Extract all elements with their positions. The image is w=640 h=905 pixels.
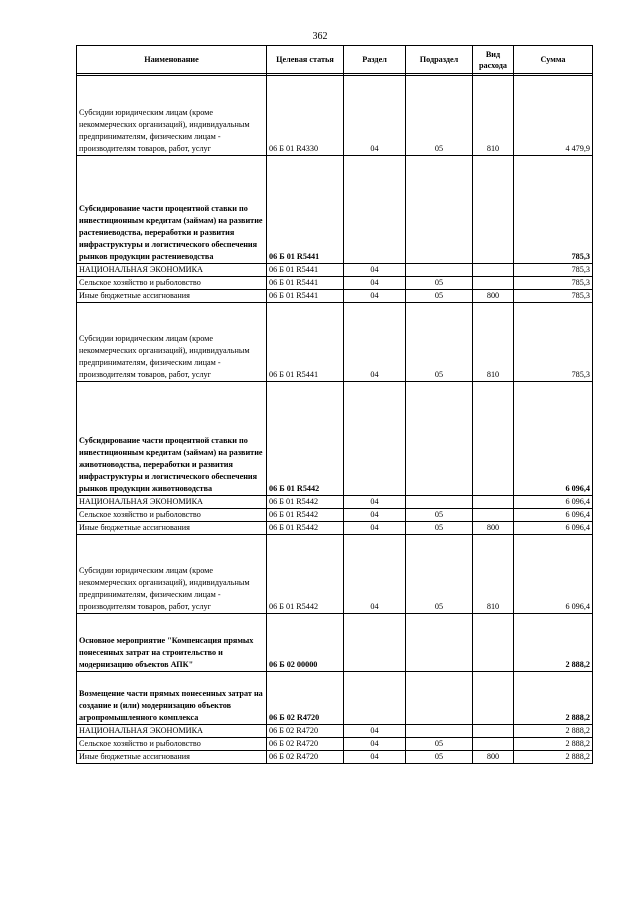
row-subsection: 05 — [406, 522, 473, 535]
row-section: 04 — [344, 303, 406, 382]
row-target-article: 06 Б 01 R5442 — [267, 509, 344, 522]
row-subsection — [406, 614, 473, 672]
row-expense-type — [473, 672, 514, 725]
row-sum: 6 096,4 — [514, 522, 593, 535]
row-name: Субсидирование части процентной ставки по инвестиционным кредитам (займам) на развитие животноводства, переработки и развития инфраструктуры и логистического обеспечения рынков продукции животноводства — [77, 382, 267, 496]
row-target-article: 06 Б 01 R5441 — [267, 277, 344, 290]
row-name: НАЦИОНАЛЬНАЯ ЭКОНОМИКА — [77, 264, 267, 277]
header-sum: Сумма — [514, 46, 593, 74]
row-sum: 2 888,2 — [514, 725, 593, 738]
row-target-article: 06 Б 01 R5441 — [267, 156, 344, 264]
row-target-article: 06 Б 01 R5442 — [267, 522, 344, 535]
row-sum: 2 888,2 — [514, 672, 593, 725]
row-sum: 785,3 — [514, 156, 593, 264]
row-subsection — [406, 672, 473, 725]
row-section: 04 — [344, 264, 406, 277]
row-expense-type — [473, 614, 514, 672]
row-sum: 6 096,4 — [514, 535, 593, 614]
table-row — [77, 156, 593, 264]
table-row — [77, 76, 593, 156]
row-target-article: 06 Б 01 R5442 — [267, 496, 344, 509]
row-sum: 6 096,4 — [514, 496, 593, 509]
row-name: Иные бюджетные ассигнования — [77, 751, 267, 764]
row-sum: 2 888,2 — [514, 751, 593, 764]
row-section: 04 — [344, 751, 406, 764]
row-name: Субсидирование части процентной ставки по инвестиционным кредитам (займам) на развитие растениеводства, переработки и развития инфраструктуры и логистического обеспечения рынков продукции растениеводства — [77, 156, 267, 264]
table-row — [77, 303, 593, 382]
row-subsection: 05 — [406, 751, 473, 764]
row-sum: 4 479,9 — [514, 76, 593, 156]
row-target-article: 06 Б 02 R4720 — [267, 672, 344, 725]
row-subsection — [406, 496, 473, 509]
row-sum: 6 096,4 — [514, 382, 593, 496]
row-name: Сельское хозяйство и рыболовство — [77, 738, 267, 751]
row-expense-type — [473, 382, 514, 496]
table-row — [77, 382, 593, 496]
header-expense-type: Вид расхода — [473, 46, 514, 74]
row-section: 04 — [344, 496, 406, 509]
row-subsection: 05 — [406, 738, 473, 751]
table-body — [77, 76, 593, 764]
table-row — [77, 264, 593, 277]
row-subsection: 05 — [406, 535, 473, 614]
row-name: Субсидии юридическим лицам (кроме некоммерческих организаций), индивидуальным предпринимателям, физическим лицам - производителям товаров, работ, услуг — [77, 303, 267, 382]
row-expense-type: 800 — [473, 522, 514, 535]
row-subsection — [406, 725, 473, 738]
row-target-article: 06 Б 02 R4720 — [267, 751, 344, 764]
row-target-article: 06 Б 02 00000 — [267, 614, 344, 672]
row-expense-type: 810 — [473, 535, 514, 614]
row-section: 04 — [344, 738, 406, 751]
row-target-article: 06 Б 01 R5441 — [267, 264, 344, 277]
row-target-article: 06 Б 02 R4720 — [267, 738, 344, 751]
row-expense-type: 810 — [473, 76, 514, 156]
row-section: 04 — [344, 277, 406, 290]
row-subsection: 05 — [406, 277, 473, 290]
table-row — [77, 496, 593, 509]
row-target-article: 06 Б 01 R4330 — [267, 76, 344, 156]
page-number: 362 — [312, 31, 328, 42]
row-section: 04 — [344, 290, 406, 303]
row-section — [344, 156, 406, 264]
row-expense-type — [473, 156, 514, 264]
row-section: 04 — [344, 535, 406, 614]
row-subsection: 05 — [406, 290, 473, 303]
table-row — [77, 509, 593, 522]
row-subsection: 05 — [406, 303, 473, 382]
row-target-article: 06 Б 01 R5442 — [267, 535, 344, 614]
row-sum: 785,3 — [514, 290, 593, 303]
header-subsection: Подраздел — [406, 46, 473, 74]
row-name: Субсидии юридическим лицам (кроме некоммерческих организаций), индивидуальным предпринимателям, физическим лицам - производителям товаров, работ, услуг — [77, 76, 267, 156]
row-sum: 785,3 — [514, 264, 593, 277]
budget-table — [76, 45, 593, 764]
row-sum: 2 888,2 — [514, 738, 593, 751]
table-row — [77, 522, 593, 535]
row-name: НАЦИОНАЛЬНАЯ ЭКОНОМИКА — [77, 496, 267, 509]
row-subsection — [406, 382, 473, 496]
row-section: 04 — [344, 725, 406, 738]
table-header-row — [77, 46, 593, 74]
row-name: Сельское хозяйство и рыболовство — [77, 509, 267, 522]
row-subsection — [406, 264, 473, 277]
table-row — [77, 725, 593, 738]
row-expense-type — [473, 509, 514, 522]
table-row — [77, 277, 593, 290]
row-sum: 785,3 — [514, 277, 593, 290]
table-row — [77, 672, 593, 725]
row-expense-type — [473, 738, 514, 751]
row-name: Иные бюджетные ассигнования — [77, 522, 267, 535]
row-expense-type: 800 — [473, 290, 514, 303]
row-name: Иные бюджетные ассигнования — [77, 290, 267, 303]
row-section — [344, 382, 406, 496]
header-section: Раздел — [344, 46, 406, 74]
row-expense-type: 810 — [473, 303, 514, 382]
row-subsection — [406, 156, 473, 264]
row-expense-type: 800 — [473, 751, 514, 764]
row-name: Возмещение части прямых понесенных затрат на создание и (или) модернизацию объектов агропромышленного комплекса — [77, 672, 267, 725]
row-section — [344, 672, 406, 725]
row-section: 04 — [344, 509, 406, 522]
row-name: Субсидии юридическим лицам (кроме некоммерческих организаций), индивидуальным предпринимателям, физическим лицам - производителям товаров, работ, услуг — [77, 535, 267, 614]
row-name: Основное мероприятие "Компенсация прямых понесенных затрат на строительство и модернизацию объектов АПК" — [77, 614, 267, 672]
header-target-article: Целевая статья — [267, 46, 344, 74]
row-expense-type — [473, 264, 514, 277]
table-row — [77, 290, 593, 303]
row-target-article: 06 Б 01 R5441 — [267, 303, 344, 382]
table-row — [77, 614, 593, 672]
row-sum: 2 888,2 — [514, 614, 593, 672]
header-name: Наименование — [77, 46, 267, 74]
row-name: Сельское хозяйство и рыболовство — [77, 277, 267, 290]
row-section: 04 — [344, 76, 406, 156]
row-sum: 6 096,4 — [514, 509, 593, 522]
table-row — [77, 535, 593, 614]
row-section — [344, 614, 406, 672]
table-row — [77, 738, 593, 751]
row-target-article: 06 Б 01 R5441 — [267, 290, 344, 303]
row-target-article: 06 Б 02 R4720 — [267, 725, 344, 738]
table-row — [77, 751, 593, 764]
row-subsection: 05 — [406, 76, 473, 156]
row-expense-type — [473, 277, 514, 290]
row-target-article: 06 Б 01 R5442 — [267, 382, 344, 496]
row-section: 04 — [344, 522, 406, 535]
row-sum: 785,3 — [514, 303, 593, 382]
row-expense-type — [473, 725, 514, 738]
row-name: НАЦИОНАЛЬНАЯ ЭКОНОМИКА — [77, 725, 267, 738]
row-expense-type — [473, 496, 514, 509]
row-subsection: 05 — [406, 509, 473, 522]
